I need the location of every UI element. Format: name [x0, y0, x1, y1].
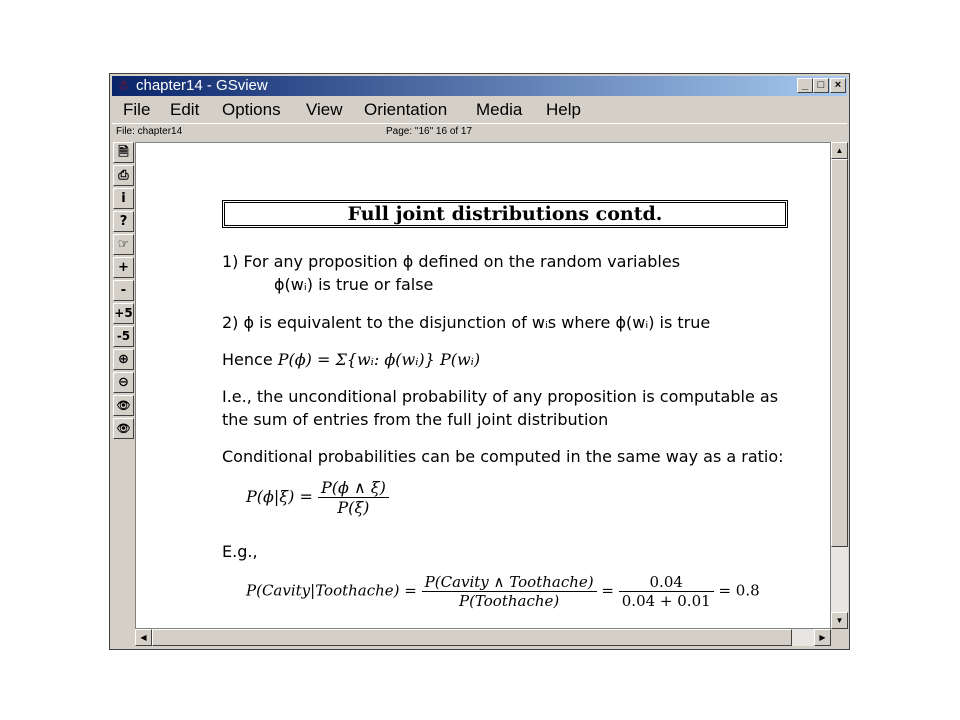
- page-status: Page: "16" 16 of 17: [386, 126, 473, 137]
- slide-heading: Full joint distributions contd.: [222, 200, 788, 228]
- hence-formula: P(ϕ) = Σ{wᵢ: ϕ(wᵢ)} P(wᵢ): [277, 350, 481, 369]
- hence-line: [222, 350, 480, 369]
- conditional-line: Conditional probabilities can be computed in the same way as a ratio:: [222, 447, 784, 466]
- eg-label: E.g.,: [222, 542, 258, 561]
- example-fraction-2: [619, 573, 714, 610]
- menu-orientation[interactable]: Orientation: [364, 100, 448, 119]
- scroll-right-icon[interactable]: ▶: [814, 629, 831, 646]
- menu-options[interactable]: Options: [222, 100, 281, 119]
- horizontal-scroll-thumb[interactable]: [152, 629, 792, 646]
- conditional-fraction: [318, 478, 389, 517]
- example-equals: =: [601, 581, 614, 600]
- slide-page: [136, 143, 831, 629]
- next-page-icon[interactable]: +: [113, 257, 134, 278]
- conditional-lhs: P(ϕ|ξ) =: [246, 487, 313, 506]
- zoom-out-icon[interactable]: ⊖: [113, 372, 134, 393]
- example-denominator-1: P(Toothache): [458, 592, 560, 610]
- example-numerator-1: P(Cavity ∧ Toothache): [422, 573, 597, 592]
- resize-grip-icon[interactable]: [831, 629, 848, 646]
- point-1a: 1) For any proposition ϕ defined on the random variables: [222, 252, 681, 271]
- point-2: 2) ϕ is equivalent to the disjunction of wᵢs where ϕ(wᵢ) is true: [222, 313, 711, 332]
- gsview-window: [109, 73, 850, 650]
- example-denominator-2: 0.04 + 0.01: [621, 592, 711, 610]
- example-result: = 0.8: [718, 581, 760, 600]
- find-next-icon[interactable]: 👁: [113, 418, 134, 439]
- zoom-in-icon[interactable]: ⊕: [113, 349, 134, 370]
- example-formula: [246, 573, 760, 610]
- print-icon[interactable]: ⎙: [113, 165, 134, 186]
- example-numerator-2: 0.04: [619, 573, 714, 592]
- point-1b: ϕ(wᵢ) is true or false: [274, 275, 434, 294]
- menu-file[interactable]: File: [123, 100, 151, 119]
- status-row: [112, 123, 847, 140]
- conditional-formula: [246, 478, 389, 517]
- gsview-app-icon[interactable]: ☃: [117, 78, 129, 93]
- conditional-numerator: P(ϕ ∧ ξ): [318, 478, 389, 498]
- file-status: File: chapter14: [116, 126, 183, 137]
- skip-forward-5-icon[interactable]: +5: [113, 303, 134, 324]
- open-file-icon[interactable]: 🗎: [113, 142, 134, 163]
- title-bar[interactable]: [112, 76, 847, 96]
- scroll-left-icon[interactable]: ◀: [135, 629, 152, 646]
- skip-back-5-icon[interactable]: -5: [113, 326, 134, 347]
- goto-page-icon[interactable]: ☞: [113, 234, 134, 255]
- menu-help[interactable]: Help: [546, 100, 581, 119]
- side-toolbar: [113, 142, 135, 442]
- close-button[interactable]: ×: [830, 78, 846, 93]
- hence-label: Hence: [222, 350, 273, 369]
- window-title: chapter14 - GSview: [136, 77, 268, 94]
- minimize-button[interactable]: _: [797, 78, 813, 93]
- vertical-scroll-thumb[interactable]: [831, 159, 848, 547]
- prev-page-icon[interactable]: -: [113, 280, 134, 301]
- horizontal-scrollbar[interactable]: [135, 629, 831, 646]
- menu-bar: [112, 97, 847, 121]
- example-fraction-1: [422, 573, 597, 610]
- find-text-icon[interactable]: 👁: [113, 395, 134, 416]
- document-view[interactable]: [135, 142, 831, 629]
- maximize-button[interactable]: □: [813, 78, 829, 93]
- info-icon[interactable]: i: [113, 188, 134, 209]
- vertical-scrollbar[interactable]: [831, 142, 848, 629]
- ie-line-1: I.e., the unconditional probability of any proposition is computable as: [222, 387, 779, 406]
- menu-edit[interactable]: Edit: [170, 100, 200, 119]
- scroll-up-icon[interactable]: ▲: [831, 142, 848, 159]
- scroll-down-icon[interactable]: ▼: [831, 612, 848, 629]
- ie-line-2: the sum of entries from the full joint distribution: [222, 410, 609, 429]
- conditional-denominator: P(ξ): [337, 498, 370, 517]
- example-lhs: P(Cavity|Toothache) =: [246, 581, 417, 600]
- menu-media[interactable]: Media: [476, 100, 523, 119]
- menu-view[interactable]: View: [306, 100, 343, 119]
- help-icon[interactable]: ?: [113, 211, 134, 232]
